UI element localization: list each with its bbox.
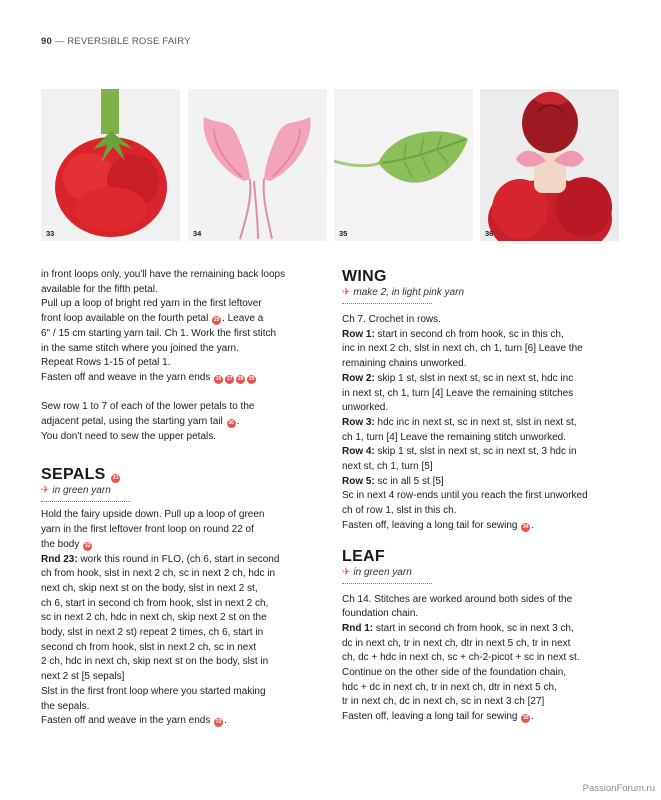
- text-line: body, slst in next 2 st) repeat 2 times, ch 6, start in: [41, 627, 264, 639]
- text-line: ch, dc + hdc in next ch, sc + ch-2-picot + sc in next st.: [342, 652, 580, 664]
- photo-36: [480, 89, 619, 241]
- text-line: the sepals.: [41, 700, 90, 712]
- photo-ref-badge: 32: [84, 542, 91, 549]
- text-line: inc in next 2 ch, slst in next ch, ch 1, turn [6] Leave the: [342, 343, 583, 355]
- text-line: in the same stitch where you joined the yarn.: [41, 342, 239, 354]
- header-title: — REVERSIBLE ROSE FAIRY: [54, 36, 191, 47]
- text-line: Pull up a loop of bright red yarn in the first leftover: [41, 298, 262, 310]
- text-line: hdc + dc in next ch, tr in next ch, dtr in next 5 ch,: [342, 681, 557, 693]
- section-heading-leaf: LEAF: [342, 547, 385, 565]
- photo-ref-badge: 26: [215, 375, 222, 382]
- text-line: next st, ch 1, turn [5]: [342, 461, 433, 473]
- photo-ref-badge: 28: [237, 375, 244, 382]
- text-fragment: the body: [41, 538, 80, 550]
- arrow-icon: ✈: [342, 287, 351, 298]
- text-line: tr in next ch, dc in next ch, sc in next 3 ch [27]: [342, 696, 545, 708]
- text-line: 6" / 15 cm starting yarn tail. Ch 1. Work the first stitch: [41, 327, 277, 339]
- text-line: foundation chain.: [342, 608, 419, 620]
- text-line: Fasten off and weave in the yarn ends 33 .: [41, 715, 227, 727]
- text-line: 2 ch, hdc in next ch, skip next st on the body, slst in: [41, 656, 269, 668]
- text-fragment: work this round in FLO, (ch 6, start in second: [77, 553, 280, 565]
- photo-ref-badge: 35: [522, 715, 529, 722]
- text-line: Sew row 1 to 7 of each of the lower petals to the: [41, 401, 255, 413]
- section-subtitle: [342, 286, 622, 299]
- arrow-icon: ✈: [342, 566, 351, 578]
- text-fragment: adjacent petal, using the starting yarn tail: [41, 416, 223, 428]
- photo-label: 36: [485, 229, 494, 238]
- text-line: [342, 445, 622, 460]
- photo-ref-badge: 33: [215, 719, 222, 726]
- text-line: Repeat Rows 1-15 of petal 1.: [41, 357, 171, 369]
- heading-text: SEPALS: [41, 466, 106, 484]
- text-line: Sc in next 4 row-ends until you reach the first unworked: [342, 490, 588, 502]
- text-line: in next st, ch 1, turn [4] Leave the remaining stitches: [342, 387, 574, 399]
- divider: [342, 583, 432, 584]
- row-label: Row 3:: [342, 416, 375, 428]
- text-fragment: front loop available on the fourth petal: [41, 313, 209, 325]
- photo-label: 34: [193, 229, 202, 238]
- text-fragment: Fasten off and weave in the yarn ends: [41, 371, 211, 383]
- right-column: [342, 268, 622, 725]
- photo-33: [41, 89, 180, 241]
- text-fragment: hdc inc in next st, sc in next st, slst in next st,: [374, 416, 577, 428]
- text-line: [41, 371, 319, 386]
- text-line: yarn in the first leftover front loop on round 22 of: [41, 524, 254, 536]
- text-line: You don't need to sew the upper petals.: [41, 430, 217, 442]
- running-header: [41, 36, 191, 47]
- text-line: [41, 415, 319, 430]
- text-line: second ch from hook, slst in next 2 ch, sc in next: [41, 641, 257, 653]
- photo-label: 35: [339, 229, 348, 238]
- arrow-icon: ✈: [41, 485, 50, 497]
- text-line: [342, 475, 622, 490]
- text-line: ch from hook, slst in next 2 ch, sc in next 2 ch, hdc in: [41, 568, 275, 580]
- text-line: available for the fifth petal.: [41, 283, 158, 295]
- left-column: [41, 268, 319, 729]
- green-leaf-photo: [334, 89, 473, 241]
- photo-ref-badge: 27: [226, 375, 233, 382]
- text-line: ch 1, turn [4] Leave the remaining stitch unworked.: [342, 431, 567, 443]
- red-rose-petals-photo: [41, 89, 180, 241]
- text-line: remaining chains unworked.: [342, 358, 467, 370]
- text-line: Fasten off, leaving a long tail for sewing 34 .: [342, 519, 535, 531]
- photo-34: [188, 89, 327, 241]
- text-fragment: start in second ch from hook, sc in next 3 ch,: [373, 622, 574, 634]
- text-line: [41, 312, 319, 327]
- row-label: Row 2:: [342, 372, 375, 384]
- text-line: Continue on the other side of the foundation chain,: [342, 667, 567, 679]
- round-label: Rnd 23:: [41, 553, 78, 565]
- row-label: Row 5:: [342, 475, 375, 487]
- section-heading-wing: WING: [342, 268, 387, 285]
- photo-35: [334, 89, 473, 241]
- photo-ref-badge: 34: [522, 523, 529, 530]
- text-fragment: . Leave a: [222, 313, 264, 325]
- text-line: dc in next ch, tr in next ch, dtr in next 5 ch, tr in next: [342, 637, 571, 649]
- text-fragment: Fasten off, leaving a long tail for sewing: [342, 711, 518, 723]
- text-line: next 2 st [5 sepals]: [41, 671, 125, 683]
- subtitle-text: in green yarn: [353, 566, 412, 578]
- divider: [342, 303, 432, 304]
- photo-ref-badge: 30: [228, 420, 234, 427]
- photo-ref-badge: 31: [112, 475, 119, 482]
- text-line: sc in next 2 ch, hdc in next ch, skip next 2 st on the: [41, 612, 267, 624]
- divider: [41, 501, 131, 502]
- text-fragment: Fasten off, leaving a long tail for sewing: [342, 519, 518, 531]
- text-fragment: Fasten off and weave in the yarn ends: [41, 715, 211, 727]
- section-heading-sepals: [41, 466, 319, 484]
- text-line: [342, 328, 622, 343]
- section-subtitle: [41, 484, 319, 497]
- pink-wings-photo: [188, 89, 327, 241]
- text-line: ch 6, start in second ch from hook, slst in next 2 ch,: [41, 597, 269, 609]
- text-line: Slst in the first front loop where you started making: [41, 685, 266, 697]
- text-fragment: .: [236, 416, 240, 428]
- text-fragment: start in second ch from hook, sc in this ch,: [374, 328, 564, 340]
- text-line: in front loops only, you'll have the remaining back loops: [41, 269, 286, 280]
- text-line: Ch 14. Stitches are worked around both sides of the: [342, 593, 573, 605]
- text-line: next ch, skip next st on the body, slst in next 2 st,: [41, 582, 258, 594]
- text-fragment: skip 1 st, slst in next st, sc in next st, 3 hdc in: [374, 446, 577, 458]
- fairy-back-photo: [480, 89, 619, 241]
- text-line: [342, 372, 622, 387]
- text-line: [342, 622, 622, 637]
- text-line: Ch 7. Crochet in rows.: [342, 314, 441, 325]
- watermark: PassionForum.ru: [582, 783, 655, 794]
- subtitle-text: in green yarn: [52, 485, 111, 497]
- page-number: 90: [41, 36, 52, 47]
- round-label: Rnd 1:: [342, 622, 374, 634]
- photo-label: 33: [46, 229, 55, 238]
- text-line: Hold the fairy upside down. Pull up a loop of green: [41, 509, 265, 521]
- photo-ref-badge: 29: [248, 375, 255, 382]
- photo-ref-badge: 29: [213, 317, 220, 324]
- text-line: Fasten off, leaving a long tail for sewing 35 .: [342, 711, 535, 723]
- text-fragment: sc in all 5 st [5]: [374, 475, 444, 487]
- text-line: unworked.: [342, 402, 389, 414]
- text-fragment: skip 1 st, slst in next st, sc in next st, hdc inc: [374, 372, 574, 384]
- row-label: Row 1:: [342, 328, 375, 340]
- text-line: [41, 538, 319, 553]
- section-subtitle: [342, 566, 622, 579]
- text-line: [342, 416, 622, 431]
- subtitle-text: make 2, in light pink yarn: [353, 287, 465, 298]
- text-line: [41, 553, 319, 568]
- text-line: ch of row 1, slst in this ch.: [342, 505, 457, 517]
- row-label: Row 4:: [342, 446, 375, 458]
